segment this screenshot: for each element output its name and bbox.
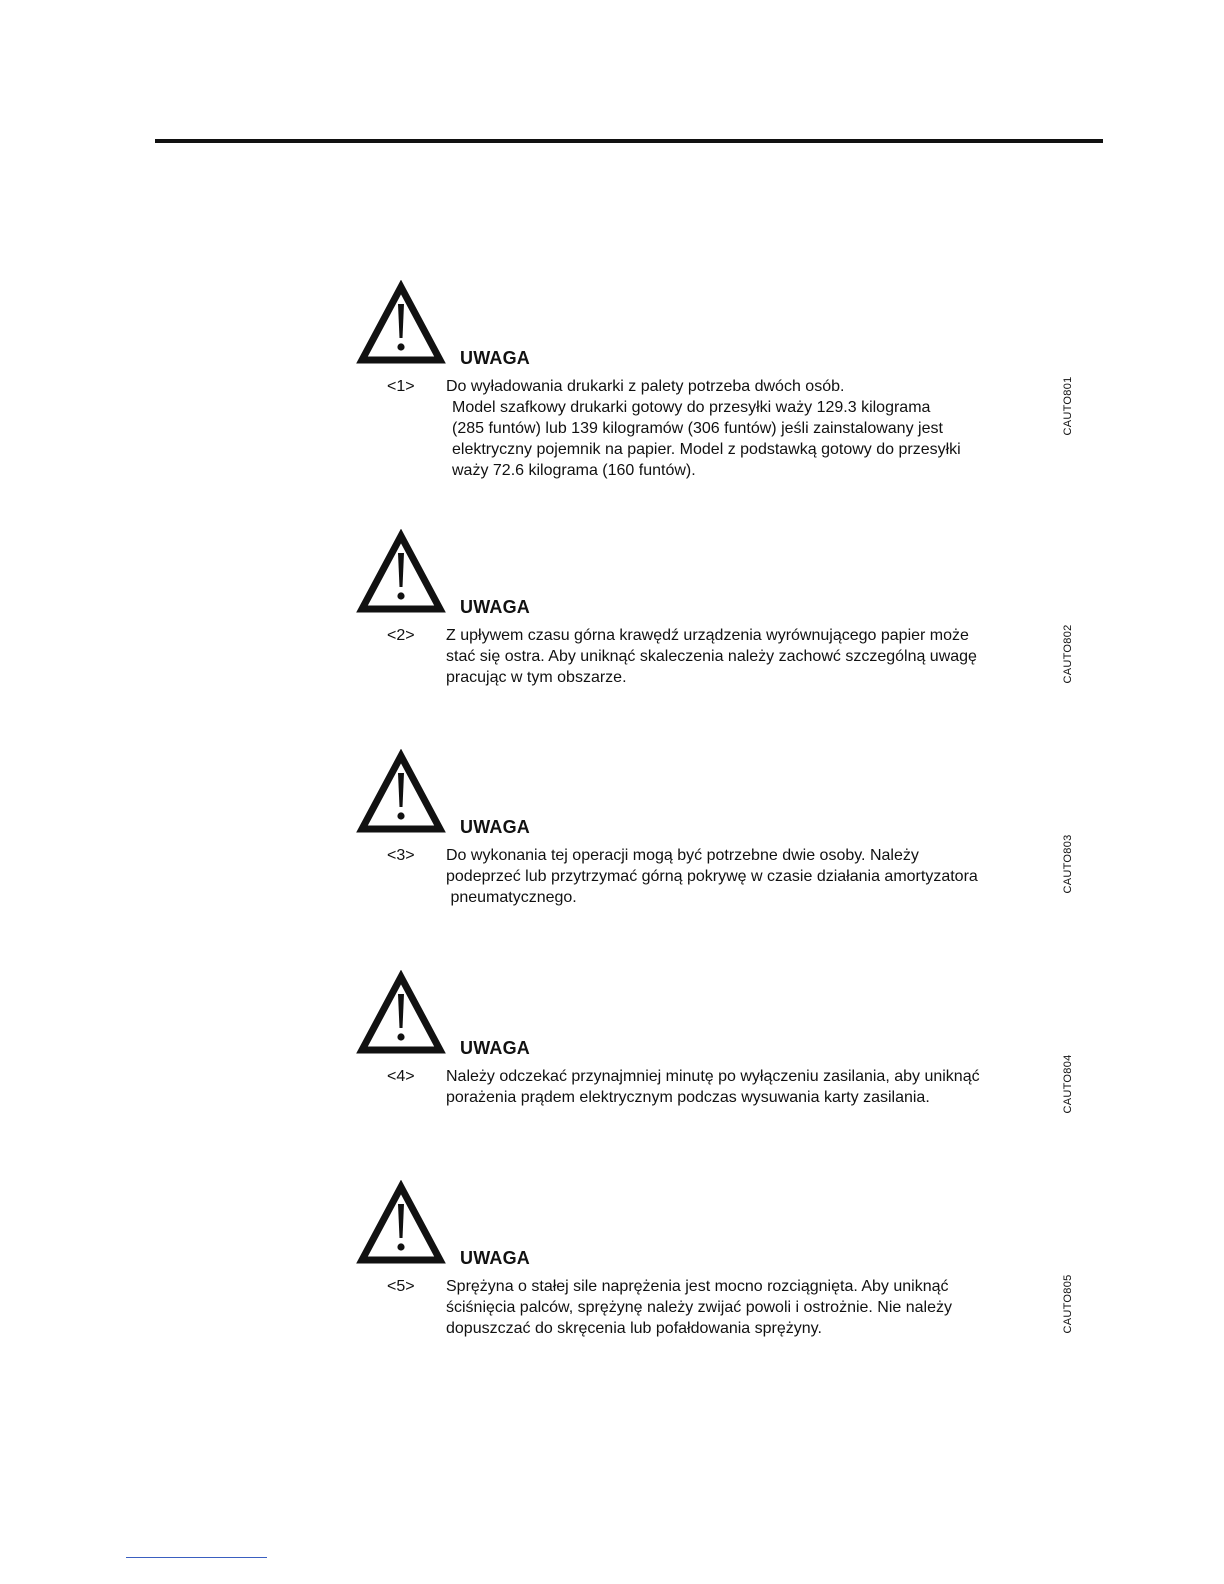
caution-text-line: waży 72.6 kilograma (160 funtów).	[452, 462, 696, 479]
caution-text-line: Z upływem czasu górna krawędź urządzenia wyrównującego papier może	[446, 627, 969, 644]
caution-text-line: podeprzeć lub przytrzymać górną pokrywę w czasie działania amortyzatora	[446, 868, 978, 885]
caution-title: UWAGA	[460, 1038, 530, 1058]
caution-title: UWAGA	[460, 817, 530, 837]
caution-number: <3>	[387, 847, 415, 864]
caution-notice-1	[356, 280, 1074, 480]
warning-triangle-icon	[356, 1180, 446, 1266]
caution-text-line: Do wyładowania drukarki z palety potrzeba dwóch osób.	[446, 378, 845, 395]
caution-text-line: (285 funtów) lub 139 kilogramów (306 funtów) jeśli zainstalowany jest	[452, 420, 943, 437]
caution-code: CAUTO802	[1062, 624, 1074, 684]
caution-notice-2	[356, 529, 1074, 729]
caution-text-line: pneumatycznego.	[446, 889, 577, 906]
caution-text-line: pracując w tym obszarze.	[446, 669, 627, 686]
caution-code: CAUTO801	[1062, 376, 1074, 436]
caution-title: UWAGA	[460, 1248, 530, 1268]
caution-title: UWAGA	[460, 348, 530, 368]
caution-notice-5	[356, 1180, 1074, 1380]
caution-text-line: Model szafkowy drukarki gotowy do przesyłki waży 129.3 kilograma	[452, 399, 931, 416]
caution-text-line: ściśnięcia palców, sprężynę należy zwijać powoli i ostrożnie. Nie należy	[446, 1299, 953, 1316]
header-rule	[155, 139, 1103, 143]
warning-triangle-icon	[356, 280, 446, 366]
footer-rule	[126, 1557, 267, 1558]
caution-text-line: dopuszczać do skręcenia lub pofałdowania sprężyny.	[446, 1320, 822, 1337]
caution-code: CAUTO805	[1062, 1274, 1074, 1334]
warning-triangle-icon	[356, 529, 446, 615]
caution-text-line: elektryczny pojemnik na papier. Model z podstawką gotowy do przesyłki	[452, 441, 961, 458]
caution-number: <4>	[387, 1068, 415, 1085]
caution-code: CAUTO804	[1062, 1054, 1074, 1114]
caution-title: UWAGA	[460, 597, 530, 617]
caution-text-line: Należy odczekać przynajmniej minutę po wyłączeniu zasilania, aby uniknąć	[446, 1068, 980, 1085]
caution-text-line: Sprężyna o stałej sile naprężenia jest mocno rozciągnięta. Aby uniknąć	[446, 1278, 949, 1295]
caution-text	[446, 1276, 1051, 1339]
warning-triangle-icon	[356, 970, 446, 1056]
caution-text	[446, 625, 1051, 688]
caution-text-line: Do wykonania tej operacji mogą być potrzebne dwie osoby. Należy	[446, 847, 919, 864]
caution-number: <5>	[387, 1278, 415, 1295]
caution-notice-4	[356, 970, 1074, 1170]
caution-text	[446, 1066, 1051, 1108]
caution-code: CAUTO803	[1062, 834, 1074, 894]
caution-notice-3	[356, 749, 1074, 949]
warning-triangle-icon	[356, 749, 446, 835]
caution-number: <1>	[387, 378, 415, 395]
caution-text-line: porażenia prądem elektrycznym podczas wysuwania karty zasilania.	[446, 1089, 930, 1106]
caution-number: <2>	[387, 627, 415, 644]
caution-text	[446, 845, 1051, 908]
caution-text	[446, 376, 1051, 481]
caution-text-line: stać się ostra. Aby uniknąć skaleczenia należy zachowć szczególną uwagę	[446, 648, 977, 665]
